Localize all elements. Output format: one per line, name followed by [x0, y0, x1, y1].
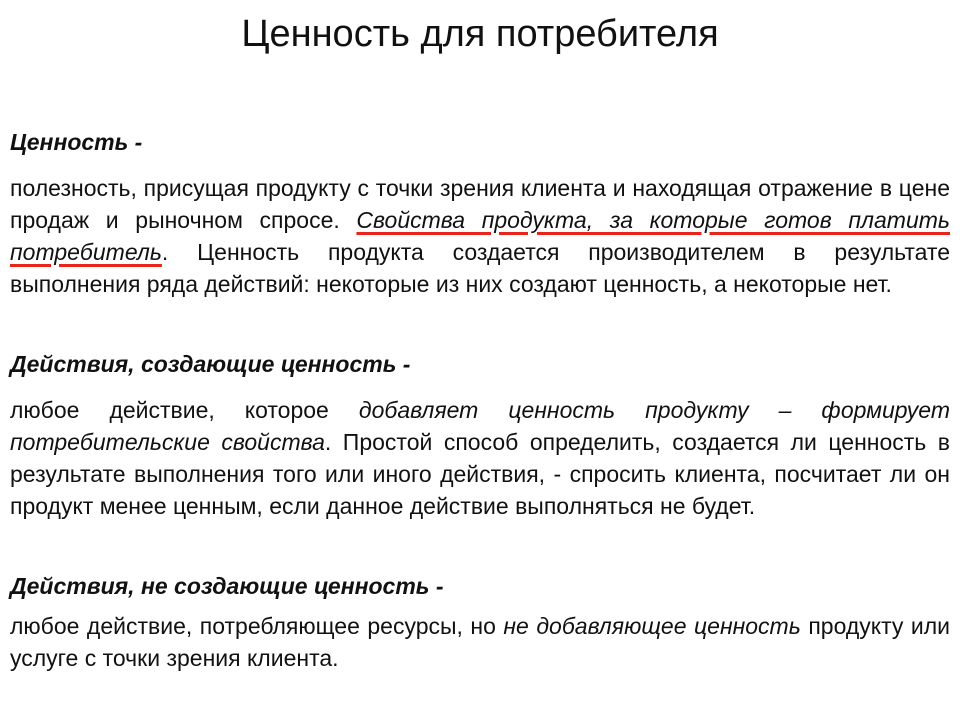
definition-value-text-1: полезность, присущая продукту с точки зрения клиента и находящая отражение в цене продаж и рыночном спросе.	[10, 175, 950, 233]
definition-value-adding-text-2: . Простой способ определить, создается ли ценность в результате выполнения того или иного действия, - спросить клиента, посчитает ли он продукт менее ценным, если данное действие выполняться не будет.	[10, 429, 951, 519]
italic-phrase-no-value: не добавляющее ценность	[503, 613, 801, 639]
slide-title: Ценность для потребителя	[241, 13, 719, 55]
definition-non-value-adding-text-2: продукту или услуге с точки зрения клиента.	[10, 613, 950, 671]
definition-value	[10, 172, 950, 300]
heading-value: Ценность -	[10, 129, 143, 155]
section-non-value-adding	[10, 570, 950, 674]
underlined-phrase: Свойства продукта, за которые готов платить потребитель	[10, 207, 951, 265]
heading-value-adding: Действия, создающие ценность -	[10, 351, 411, 377]
definition-value-adding	[10, 394, 950, 522]
definition-value-adding-text-1: любое действие, которое	[10, 397, 359, 423]
section-value-adding	[10, 348, 950, 522]
definition-non-value-adding	[10, 610, 950, 674]
definition-non-value-adding-text-1: любое действие, потребляющее ресурсы, но	[10, 613, 504, 639]
section-value	[10, 126, 950, 300]
definition-value-text-2: . Ценность продукта создается производителем в результате выполнения ряда действий: некоторые из них создают ценность, а некоторые нет.	[10, 239, 950, 297]
heading-non-value-adding: Действия, не создающие ценность -	[10, 573, 444, 599]
italic-phrase-adds-value: добавляет ценность продукту – формирует потребительские свойства	[10, 397, 950, 455]
